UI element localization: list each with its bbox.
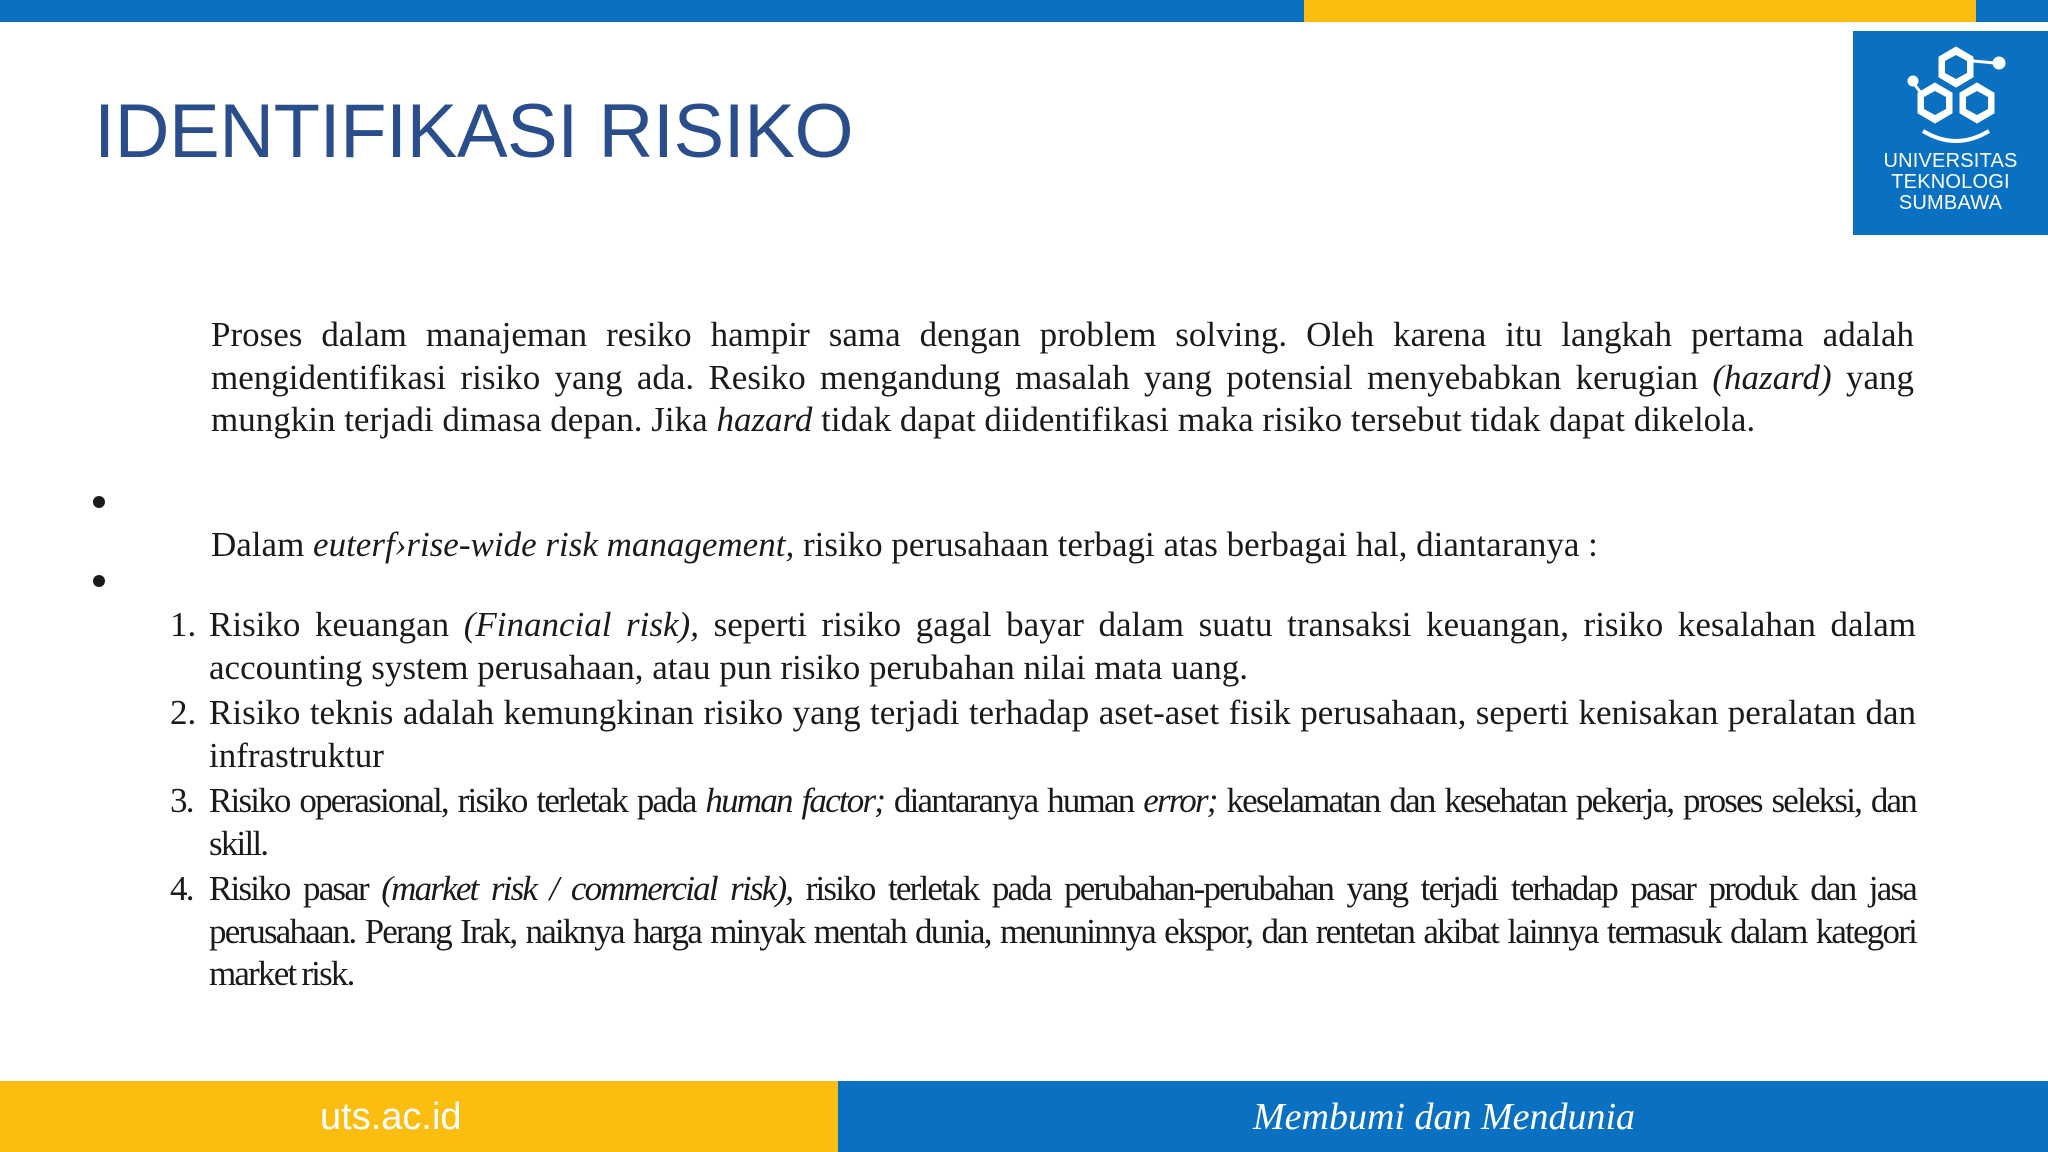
- footer-website: uts.ac.id: [320, 1096, 462, 1138]
- list-item: [160, 780, 1916, 865]
- list-item: [160, 604, 1916, 689]
- logo-wordmark: [1853, 151, 2048, 214]
- hexagon-molecule-icon: [1901, 41, 2011, 151]
- list-item-text: risiko terletak pada perubahan-perubahan yang terjadi terhadap pasar produk dan jasa perusahaan. Perang Irak, naiknya harga minyak mentah dunia, menuninnya ekspor, dan rentetan akibat lainnya termasuk dalam kategori market risk.: [209, 869, 1917, 993]
- list-item-emphasis: error;: [1143, 781, 1217, 820]
- list-item-number: 1.: [170, 605, 197, 644]
- list-item-number: 3.: [170, 781, 193, 820]
- top-accent-bar-blue: [0, 0, 1304, 22]
- list-item-text: diantaranya human: [884, 781, 1144, 820]
- list-item-number: 4.: [170, 869, 193, 908]
- list-item-text: Risiko pasar: [209, 869, 382, 908]
- categories-intro-paragraph: [211, 524, 1914, 567]
- categories-intro-text: risiko perusahaan terbagi atas berbagai hal, diantaranya :: [794, 525, 1598, 564]
- logo-line-2: TEKNOLOGI: [1891, 171, 2010, 193]
- intro-emphasis-hazard: hazard: [716, 400, 813, 439]
- university-logo: [1853, 31, 2048, 235]
- intro-paragraph: [211, 314, 1914, 442]
- bullet-point: [93, 575, 105, 587]
- intro-emphasis-hazard: (hazard): [1712, 357, 1832, 397]
- intro-text: Proses dalam manajeman resiko hampir sama dengan problem solving. Oleh karena itu langkah pertama adalah mengidentifikasi risiko yang ada. Resiko mengandung masalah yang potensial menyebabkan kerugian: [211, 315, 1914, 397]
- page-title: IDENTIFIKASI RISIKO: [94, 89, 854, 174]
- footer-right-band: [838, 1081, 2048, 1152]
- list-item: [160, 868, 1916, 996]
- intro-text: tidak dapat diidentifikasi maka risiko tersebut tidak dapat dikelola.: [812, 400, 1756, 439]
- intro-text: yang mungkin terjadi dimasa depan. Jika: [211, 357, 1914, 439]
- top-accent-bar-yellow: [1304, 0, 1976, 22]
- list-item-text: Risiko operasional, risiko terletak pada: [209, 781, 706, 820]
- list-item: [160, 692, 1916, 777]
- top-accent-bar-blue-right: [1976, 0, 2048, 22]
- footer-left-band: [0, 1081, 838, 1152]
- categories-intro-text: Dalam: [211, 525, 314, 564]
- logo-line-3: SUMBAWA: [1898, 192, 2003, 214]
- list-item-text: keselamatan dan kesehatan pekerja, proses seleksi, dan skill.: [209, 781, 1916, 863]
- logo-line-1: UNIVERSITAS: [1883, 150, 2018, 172]
- risk-category-list: [160, 604, 1916, 996]
- list-item-text: Risiko keuangan: [209, 605, 464, 644]
- list-item-text: seperti risiko gagal bayar dalam suatu transaksi keuangan, risiko kesalahan dalam accounting system perusahaan, atau pun risiko perubahan nilai mata uang.: [209, 605, 1916, 687]
- list-item-emphasis: (market risk / commercial risk),: [381, 869, 793, 908]
- bullet-point: [93, 496, 105, 508]
- list-item-number: 2.: [170, 693, 197, 732]
- list-item-emphasis: human factor;: [705, 781, 885, 820]
- list-item-text: Risiko teknis adalah kemungkinan risiko yang terjadi terhadap aset-aset fisik perusahaan, seperti kenisakan peralatan dan infrastruktur: [209, 693, 1916, 775]
- categories-intro-emphasis: euterf›rise-wide risk management,: [313, 525, 795, 564]
- list-item-emphasis: (Financial risk),: [463, 605, 699, 644]
- footer-motto: Membumi dan Mendunia: [1253, 1096, 1636, 1138]
